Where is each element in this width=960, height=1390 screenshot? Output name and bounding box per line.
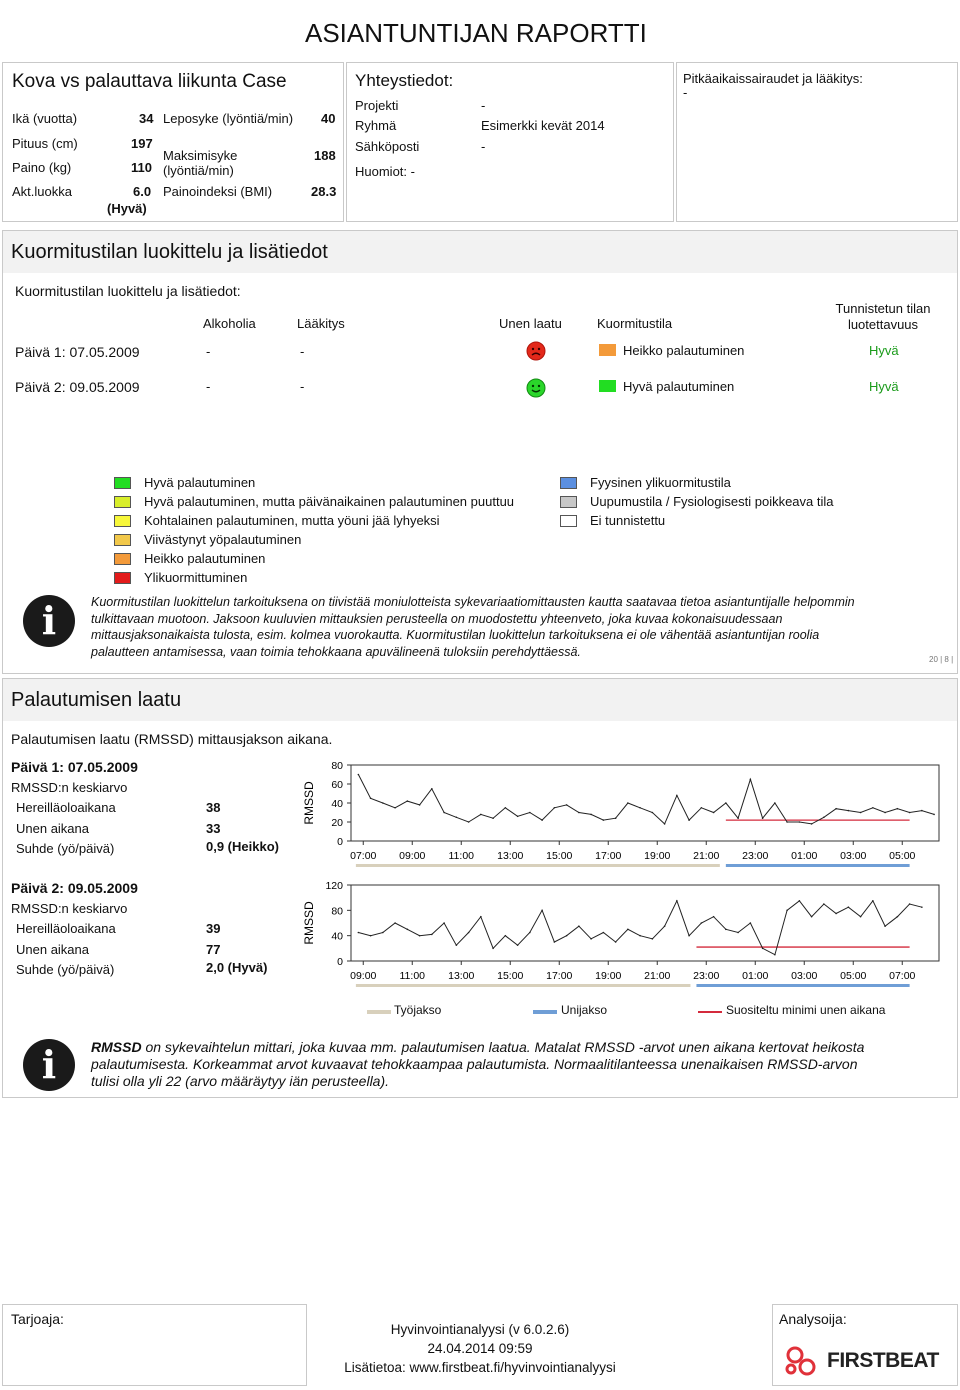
rmssd-data-point	[897, 808, 899, 810]
y-axis-label: RMSSD	[302, 781, 316, 825]
x-tick-label: 03:00	[840, 850, 867, 862]
person-box	[2, 62, 344, 222]
ratio-label: Suhde (yö/päivä)	[16, 962, 115, 977]
project-value: -	[481, 98, 486, 113]
rmssd-term: RMSSD	[91, 1039, 142, 1055]
rmssd-data-point	[603, 932, 605, 934]
avg-label: RMSSD:n keskiarvo	[11, 901, 128, 916]
min-legend-label: Suositeltu minimi unen aikana	[726, 1003, 886, 1017]
work-legend-label: Työjakso	[394, 1003, 442, 1017]
x-tick-label: 11:00	[399, 970, 425, 982]
contact-box	[346, 62, 674, 222]
x-tick-label: 23:00	[742, 850, 769, 862]
rmssd-data-point	[762, 948, 764, 950]
rmssd-data-point	[811, 916, 813, 918]
x-tick-label: 09:00	[350, 970, 377, 982]
sleep-value: 77	[206, 942, 221, 957]
info-line: palautteen antamisessa, vaan toimia tehokkaana apuvälineenä tuloksiin perehdyttäessä.	[91, 644, 581, 659]
x-tick-label: 19:00	[644, 850, 671, 862]
y-tick-label: 80	[331, 905, 343, 918]
col-alcohol: Alkoholia	[203, 316, 256, 331]
rmssd-data-point	[615, 817, 617, 819]
rmssd-data-point	[701, 922, 703, 924]
recovery-header-band	[3, 679, 957, 721]
max-hr-label-1: Maksimisyke	[163, 148, 238, 163]
rmssd-info-line: palautumisesta. Korkeammat arvot kuvaavat tehokkaampaa palautumista. Normaalitilanteessa unenaikaisen RMSSD-arvon	[91, 1056, 858, 1072]
notes: Huomiot: -	[355, 164, 415, 179]
x-tick-label: 13:00	[448, 970, 475, 982]
rmssd-data-point	[541, 819, 543, 821]
rest-hr-label: Leposyke (lyöntiä/min)	[163, 111, 294, 126]
rmssd-data-point	[835, 913, 837, 915]
rmssd-data-point	[762, 817, 764, 819]
stress-header: Kuormitustilan luokittelu ja lisätiedot	[11, 241, 328, 263]
x-tick-label: 17:00	[546, 970, 573, 982]
rmssd-data-point	[627, 929, 629, 931]
rmssd-data-point	[468, 821, 470, 823]
row-alcohol: -	[206, 379, 211, 394]
day-title: Päivä 1: 07.05.2009	[11, 759, 138, 775]
info-line: mittausjaksonaikaista tulosta, esim. kolmea vuorokautta. Kuormitustilan luokittelun tarkoituksena ei ole vähentää asiantuntijan roolia	[91, 628, 820, 642]
rmssd-data-point	[909, 812, 911, 814]
awake-value: 38	[206, 800, 221, 815]
row-state: Hyvä palautuminen	[623, 379, 735, 394]
rest-hr-value: 40	[321, 111, 336, 126]
rmssd-data-point	[419, 935, 421, 937]
col-reliability-2: luotettavuus	[847, 317, 919, 332]
rmssd-data-point	[456, 944, 458, 946]
x-tick-label: 05:00	[889, 850, 916, 862]
sleep-label: Unen aikana	[16, 942, 89, 957]
y-tick-label: 20	[331, 817, 343, 829]
rmssd-data-point	[799, 900, 801, 902]
awake-label: Hereilläoloaikana	[16, 921, 116, 936]
group-value: Esimerkki kevät 2014	[481, 118, 605, 133]
bmi-value: 28.3	[311, 184, 337, 199]
stress-section	[2, 230, 958, 674]
rmssd-data-point	[407, 929, 409, 931]
state-swatch	[599, 380, 616, 392]
rmssd-data-point	[750, 778, 752, 780]
rmssd-info-rest: on sykevaihtelun mittari, joka kuvaa mm. palautumisen laatua. Matalat RMSSD -arvot unen aikana kertovat heikosta	[141, 1039, 865, 1055]
rmssd-data-point	[652, 812, 654, 814]
rmssd-data-point	[468, 932, 470, 934]
rmssd-data-point	[627, 802, 629, 804]
x-tick-label: 19:00	[595, 970, 622, 982]
weight-value: 110	[131, 160, 152, 175]
rmssd-data-point	[443, 922, 445, 924]
rmssd-data-point	[566, 804, 568, 806]
email-value: -	[481, 139, 486, 154]
rmssd-data-point	[921, 810, 923, 812]
x-tick-label: 09:00	[399, 850, 426, 862]
rmssd-data-point	[774, 802, 776, 804]
info-line: tulkittavaan muotoon. Jaksoon kuuluvien mittauksien perusteella on muodostettu yhteenveto, joka kuvaa kokonaisuudessaan	[91, 611, 783, 626]
rmssd-data-point	[603, 819, 605, 821]
legend-item: Viivästynyt yöpalautuminen	[144, 532, 302, 547]
legend-swatch	[114, 572, 131, 584]
row-reliability: Hyvä	[869, 379, 899, 394]
sleep-value: 33	[206, 821, 221, 836]
rmssd-data-point	[578, 812, 580, 814]
work-legend-line	[367, 1010, 391, 1014]
rmssd-info-line: tulisi olla yli 22 (arvo määräytyy iän perusteella).	[91, 1073, 390, 1089]
x-tick-label: 05:00	[840, 970, 867, 982]
recovery-section	[2, 678, 958, 1098]
report-date: 24.04.2014 09:59	[427, 1341, 533, 1356]
rmssd-data-point	[431, 934, 433, 936]
age-label: Ikä (vuotta)	[12, 111, 78, 126]
footer-center	[310, 1320, 650, 1377]
rmssd-data-point	[737, 817, 739, 819]
rmssd-data-point	[884, 925, 886, 927]
rmssd-data-point	[517, 944, 519, 946]
rmssd-data-point	[529, 932, 531, 934]
rmssd-data-point	[774, 954, 776, 956]
project-label: Projekti	[355, 98, 399, 113]
rmssd-info-line	[91, 1039, 951, 1056]
rmssd-data-point	[860, 812, 862, 814]
height-label: Pituus (cm)	[12, 136, 78, 151]
y-axis-label: RMSSD	[302, 901, 316, 945]
rmssd-data-point	[897, 916, 899, 918]
rmssd-data-point	[480, 916, 482, 918]
diseases-title: Pitkäaikaissairaudet ja lääkitys:	[683, 71, 863, 86]
awake-value: 39	[206, 921, 221, 936]
legend-item: Ylikuormittuminen	[144, 570, 248, 585]
bmi-label: Painoindeksi (BMI)	[163, 184, 273, 199]
rmssd-data-point	[713, 812, 715, 814]
y-tick-label: 120	[325, 881, 343, 892]
y-tick-label: 40	[331, 930, 343, 943]
analyst-label: Analysoija:	[779, 1311, 847, 1327]
activity-note: (Hyvä)	[107, 201, 147, 216]
max-hr-value: 188	[314, 148, 336, 163]
activity-label: Akt.luokka	[12, 184, 72, 199]
rmssd-data-point	[872, 807, 874, 809]
rmssd-data-point	[566, 935, 568, 937]
rmssd-data-point	[407, 800, 409, 802]
rmssd-data-point	[517, 816, 519, 818]
rmssd-data-point	[431, 788, 433, 790]
max-hr-label-2: (lyöntiä/min)	[163, 163, 234, 178]
x-tick-label: 07:00	[889, 970, 916, 982]
rmssd-data-point	[750, 922, 752, 924]
legend-swatch	[114, 496, 131, 508]
row-state: Heikko palautuminen	[623, 343, 745, 358]
x-tick-label: 03:00	[791, 970, 818, 982]
rmssd-chart-day2	[299, 881, 949, 991]
rmssd-data-point	[370, 935, 372, 937]
sleep-period-band	[726, 864, 910, 867]
rmssd-data-point	[492, 948, 494, 950]
info-icon: i	[23, 1039, 75, 1091]
firstbeat-logo-text: FIRSTBEAT	[827, 1349, 939, 1372]
x-tick-label: 13:00	[497, 850, 524, 862]
state-swatch	[599, 344, 616, 356]
x-tick-label: 21:00	[693, 850, 720, 862]
col-reliability-1: Tunnistetun tilan	[835, 301, 931, 316]
rmssd-data-point	[835, 808, 837, 810]
contact-title: Yhteystiedot:	[355, 71, 454, 90]
rmssd-data-point	[786, 910, 788, 912]
height-value: 197	[131, 136, 153, 151]
rmssd-data-point	[492, 817, 494, 819]
ratio-label: Suhde (yö/päivä)	[16, 841, 115, 856]
sleep-legend-label: Unijakso	[561, 1003, 608, 1017]
rmssd-data-point	[382, 802, 384, 804]
footer-right-box	[772, 1304, 958, 1386]
activity-value: 6.0	[133, 184, 152, 199]
diseases-value: -	[683, 85, 688, 100]
rmssd-data-point	[394, 922, 396, 924]
work-period-band	[356, 864, 720, 867]
rmssd-data-point	[370, 797, 372, 799]
rmssd-data-point	[394, 807, 396, 809]
info-icon: i	[23, 595, 75, 647]
row-medication: -	[300, 344, 305, 359]
rmssd-data-point	[664, 925, 666, 927]
y-tick-label: 60	[331, 779, 343, 791]
rmssd-data-point	[529, 812, 531, 814]
row-day: Päivä 1: 07.05.2009	[15, 344, 140, 360]
rmssd-data-point	[884, 812, 886, 814]
x-tick-label: 15:00	[497, 970, 524, 982]
legend-item: Hyvä palautuminen	[144, 475, 256, 490]
x-tick-label: 17:00	[595, 850, 622, 862]
rmssd-data-point	[358, 932, 360, 934]
rmssd-data-point	[933, 814, 935, 816]
x-tick-label: 01:00	[742, 970, 769, 982]
legend-swatch	[114, 553, 131, 565]
ratio-value: 0,9 (Heikko)	[206, 839, 279, 854]
rmssd-data-point	[823, 816, 825, 818]
y-tick-label: 0	[337, 956, 343, 968]
rmssd-data-point	[725, 929, 727, 931]
rmssd-data-point	[615, 941, 617, 943]
col-medication: Lääkitys	[297, 316, 345, 331]
x-tick-label: 21:00	[644, 970, 671, 982]
row-day: Päivä 2: 09.05.2009	[15, 379, 140, 395]
rmssd-data-point	[823, 903, 825, 905]
diseases-box	[676, 62, 958, 222]
legend-swatch	[114, 515, 131, 527]
rmssd-data-point	[799, 821, 801, 823]
stress-header-band	[3, 231, 957, 273]
legend-swatch	[560, 515, 577, 527]
rmssd-data-point	[639, 935, 641, 937]
x-tick-label: 23:00	[693, 970, 720, 982]
rmssd-data-point	[382, 932, 384, 934]
legend-swatch	[560, 477, 577, 489]
group-label: Ryhmä	[355, 118, 397, 133]
rmssd-data-point	[713, 916, 715, 918]
avg-label: RMSSD:n keskiarvo	[11, 780, 128, 795]
legend-item: Fyysinen ylikuormitustila	[590, 475, 731, 490]
person-name: Kova vs palauttava liikunta Case	[12, 71, 287, 92]
awake-label: Hereilläoloaikana	[16, 800, 116, 815]
legend-item: Kohtalainen palautuminen, mutta yöuni jää lyhyeksi	[144, 513, 440, 528]
provider-label: Tarjoaja:	[11, 1311, 64, 1327]
legend-item: Hyvä palautuminen, mutta päivänaikainen palautuminen puuttuu	[144, 494, 515, 509]
rmssd-data-point	[848, 906, 850, 908]
rmssd-data-point	[590, 938, 592, 940]
rmssd-data-point	[811, 823, 813, 825]
rmssd-data-point	[541, 910, 543, 912]
rmssd-data-point	[505, 807, 507, 809]
rmssd-data-point	[652, 938, 654, 940]
row-alcohol: -	[206, 344, 211, 359]
footer-left-box	[2, 1304, 307, 1386]
recovery-subheader: Palautumisen laatu (RMSSD) mittausjakson aikana.	[11, 731, 333, 747]
col-state: Kuormitustila	[597, 316, 673, 331]
info-text	[91, 594, 855, 660]
work-period-band	[356, 984, 691, 987]
sleep-period-band	[696, 984, 909, 987]
col-reliability	[803, 301, 960, 333]
product-name: Hyvinvointianalyysi (v 6.0.2.6)	[390, 1322, 570, 1337]
rmssd-data-point	[554, 941, 556, 943]
plot-frame	[351, 885, 939, 961]
max-hr-label	[163, 148, 237, 178]
rmssd-chart-day1	[299, 761, 949, 871]
age-value: 34	[139, 111, 154, 126]
rmssd-data-point	[554, 807, 556, 809]
y-tick-label: 80	[331, 761, 343, 772]
rmssd-data-point	[921, 906, 923, 908]
rmssd-data-point	[358, 774, 360, 776]
page-ref: 20 | 8 |	[929, 655, 954, 664]
sleep-label: Unen aikana	[16, 821, 89, 836]
info-line: Kuormitustilan luokittelun tarkoituksena on tiivistää moniulotteista sykevariaatiomittausten kautta saatavaa tietoa asiantuntijalle helpommin	[91, 595, 855, 609]
report-title: ASIANTUNTIJAN RAPORTTI	[305, 18, 647, 48]
row-reliability: Hyvä	[869, 343, 899, 358]
email-label: Sähköposti	[355, 139, 420, 154]
rmssd-data-point	[848, 810, 850, 812]
rmssd-data-point	[419, 804, 421, 806]
legend-swatch	[114, 534, 131, 546]
x-tick-label: 07:00	[350, 850, 377, 862]
min-legend-line	[698, 1011, 722, 1013]
x-tick-label: 15:00	[546, 850, 573, 862]
col-sleep: Unen laatu	[499, 316, 562, 331]
stress-subheader: Kuormitustilan luokittelu ja lisätiedot:	[15, 283, 241, 299]
row-medication: -	[300, 379, 305, 394]
rmssd-data-point	[688, 819, 690, 821]
rmssd-data-point	[688, 935, 690, 937]
rmssd-data-point	[480, 814, 482, 816]
sleep-legend-line	[533, 1010, 557, 1014]
legend-swatch	[114, 477, 131, 489]
rmssd-data-point	[456, 816, 458, 818]
rmssd-data-point	[786, 821, 788, 823]
x-tick-label: 11:00	[448, 850, 474, 862]
rmssd-data-point	[737, 932, 739, 934]
legend-item: Ei tunnistettu	[590, 513, 666, 528]
weight-label: Paino (kg)	[12, 160, 72, 175]
recovery-header: Palautumisen laatu	[11, 689, 182, 711]
rmssd-data-point	[578, 925, 580, 927]
happy-face-icon	[526, 378, 546, 398]
day-title: Päivä 2: 09.05.2009	[11, 880, 138, 896]
legend-item: Uupumustila / Fysiologisesti poikkeava tila	[590, 494, 834, 509]
rmssd-data-point	[860, 916, 862, 918]
y-tick-label: 0	[337, 836, 343, 848]
rmssd-data-point	[676, 900, 678, 902]
rmssd-data-point	[701, 807, 703, 809]
rmssd-data-point	[872, 900, 874, 902]
rmssd-data-point	[909, 903, 911, 905]
legend-swatch	[560, 496, 577, 508]
rmssd-info-text	[91, 1039, 951, 1090]
rmssd-data-point	[639, 807, 641, 809]
x-tick-label: 01:00	[791, 850, 818, 862]
ratio-value: 2,0 (Hyvä)	[206, 960, 268, 975]
rmssd-data-point	[725, 802, 727, 804]
rmssd-data-point	[590, 814, 592, 816]
rmssd-data-point	[664, 823, 666, 825]
more-info: Lisätietoa: www.firstbeat.fi/hyvinvointianalyysi	[344, 1360, 616, 1375]
rmssd-data-point	[505, 935, 507, 937]
sad-face-icon	[526, 341, 546, 361]
firstbeat-logo-icon	[783, 1345, 823, 1377]
rmssd-data-point	[676, 795, 678, 797]
legend-item: Heikko palautuminen	[144, 551, 266, 566]
y-tick-label: 40	[331, 798, 343, 810]
rmssd-data-point	[443, 812, 445, 814]
